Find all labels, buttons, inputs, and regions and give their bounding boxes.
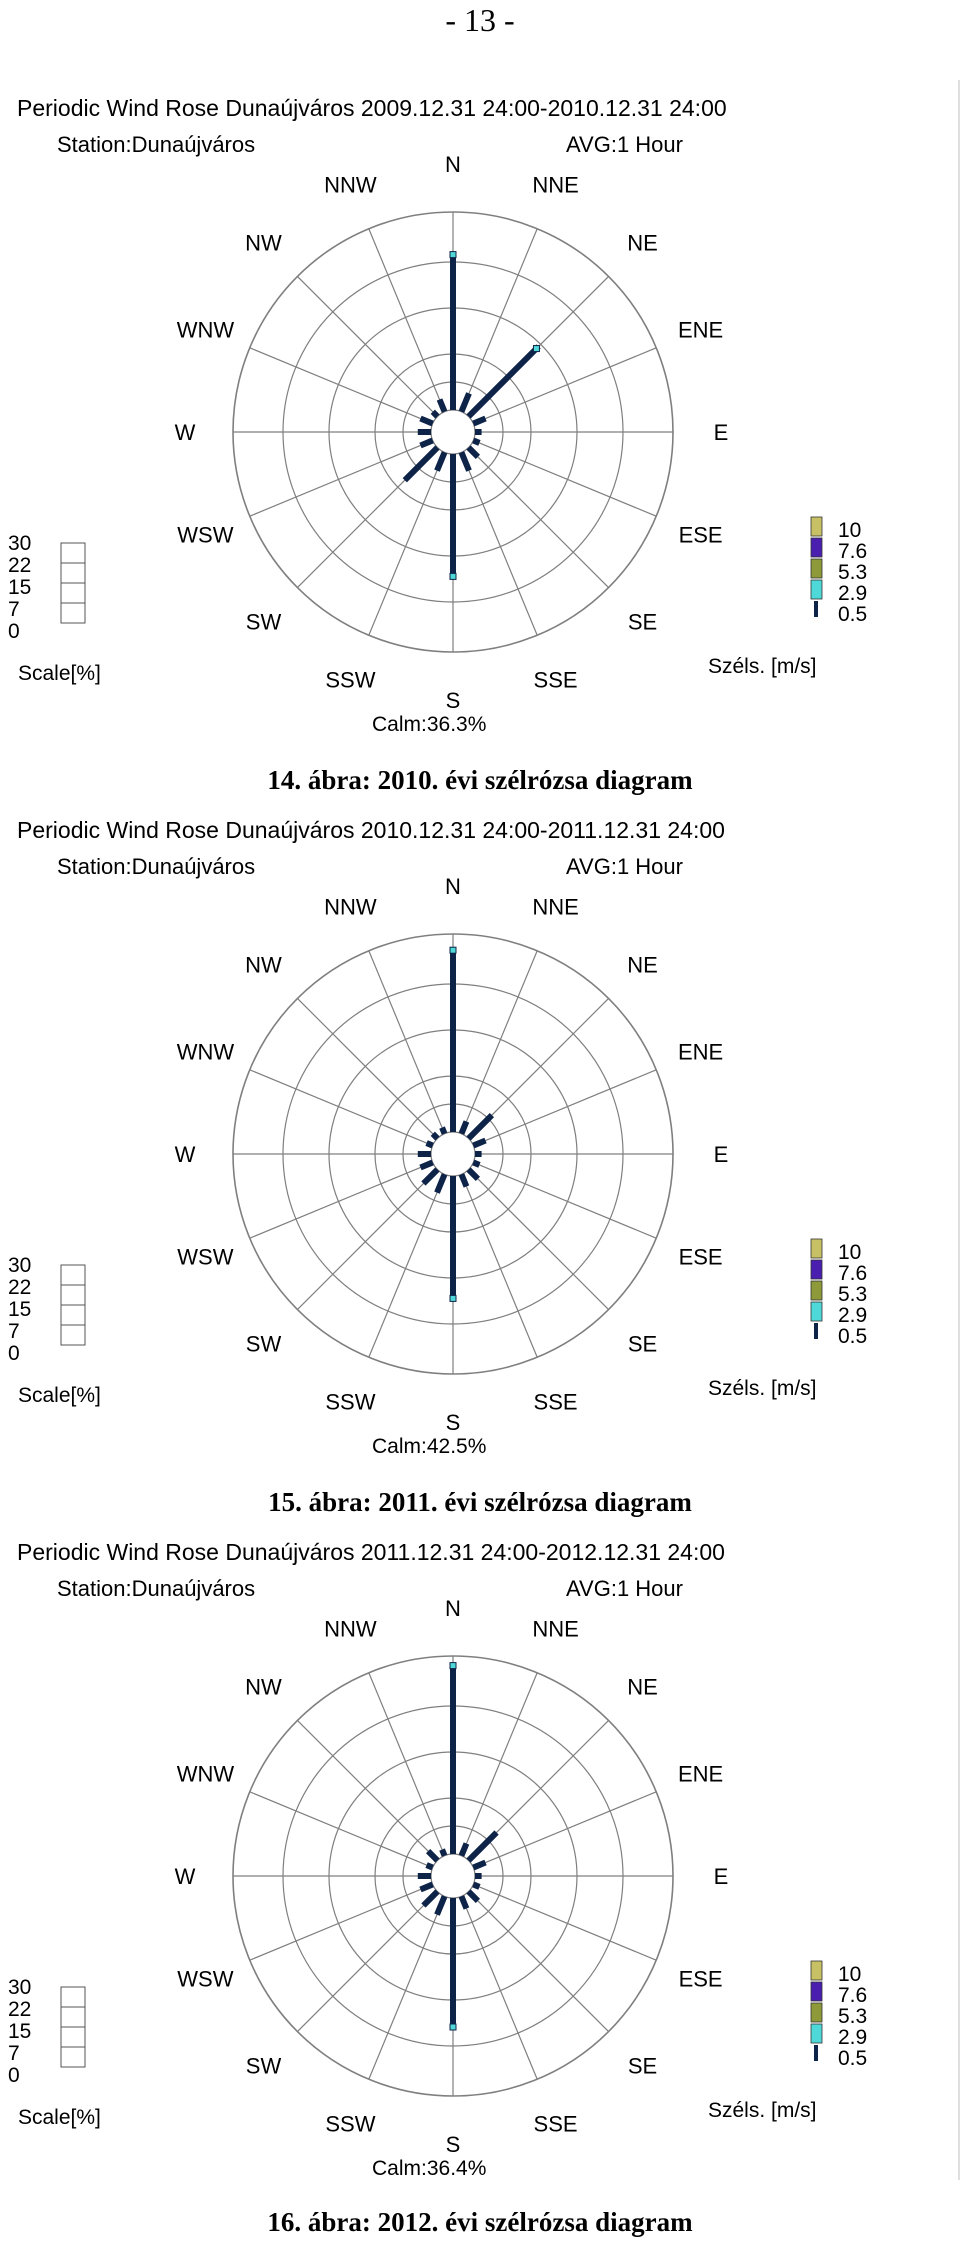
petal-sse [461,452,469,470]
direction-label-nnw: NNW [324,172,377,198]
figure-caption: 16. ábra: 2012. évi szélrózsa diagram [267,2207,693,2237]
petal-nnw [442,1128,445,1134]
direction-label-se: SE [627,609,658,635]
grid-spoke [250,1070,433,1146]
petal-wnw [427,1143,433,1146]
petal-ese [473,440,479,443]
speed-tick-label: 0.5 [838,1325,868,1348]
scale-tick-label: 15 [8,1298,32,1321]
scale-label: Scale[%] [18,1384,101,1407]
calm-label: Calm:36.3% [372,713,487,736]
direction-label-s: S [445,1410,461,1435]
speed-swatch [811,1302,822,1321]
speed-legend-label: Széls. [m/s] [708,1377,817,1400]
grid-spoke [469,1170,609,1310]
grid-ring [431,410,475,454]
grid-spoke [369,229,445,412]
direction-label-nnw: NNW [324,1616,377,1642]
speed-tick-label: 2.9 [838,2026,868,2049]
grid-spoke [473,1792,656,1868]
scale-tick-label: 22 [8,554,32,577]
direction-label-w: W [174,420,196,445]
petal-ene [473,419,485,424]
direction-label-ese: ESE [678,522,723,548]
speed-swatch [811,1982,822,2001]
grid-spoke [473,440,656,516]
scale-box [61,2047,85,2067]
wind-rose-svg [0,802,960,1462]
speed-tick-label: 10 [838,519,862,542]
direction-label-ssw: SSW [325,2111,376,2137]
direction-label-nw: NW [245,952,282,978]
speed-swatch [811,538,822,557]
station-label: Station:Dunaújváros [57,1576,256,1601]
station-label: Station:Dunaújváros [57,132,256,157]
speed-tick-label: 5.3 [838,561,868,584]
scale-label: Scale[%] [18,2106,101,2129]
petal-tip-ne [533,346,539,352]
scale-tick-label: 15 [8,2020,32,2043]
petal-tip-s [450,1295,456,1301]
petal-ne [469,1832,497,1860]
chart-title: Periodic Wind Rose Dunaújváros 2010.12.31 24:00-2011.12.31 24:00 [17,817,725,843]
petal-nne [461,1843,466,1855]
petal-ssw [437,1174,445,1192]
grid-spoke [369,1174,445,1357]
grid-spoke [250,1792,433,1868]
petal-nnw [442,1850,445,1856]
direction-label-s: S [445,688,461,713]
direction-label-se: SE [627,2053,658,2079]
grid-spoke [469,448,609,588]
direction-label-sse: SSE [533,1389,578,1415]
petal-sw [423,1892,437,1906]
direction-label-n: N [445,874,461,899]
scale-box [61,1325,85,1345]
petal-ese [473,1162,479,1165]
grid-spoke [461,1673,537,1856]
speed-swatch [811,1281,822,1300]
speed-swatch [811,1239,822,1258]
petal-nne [461,393,469,411]
speed-swatch [811,1961,822,1980]
petal-tip-s [450,2024,456,2030]
grid-spoke [469,1892,609,2032]
direction-label-wnw: WNW [176,1039,235,1065]
direction-label-ese: ESE [678,1244,723,1270]
grid-spoke [369,1896,445,2079]
avg-label: AVG:1 Hour [566,132,683,157]
direction-label-wsw: WSW [177,1244,234,1270]
scale-box [61,1305,85,1325]
petal-nne [461,1121,466,1133]
direction-label-wnw: WNW [176,1761,235,1787]
direction-label-ne: NE [627,952,658,978]
grid-spoke [461,1174,537,1357]
grid-spoke [461,951,537,1134]
direction-label-nne: NNE [532,894,579,920]
scale-tick-label: 22 [8,1276,32,1299]
scale-label: Scale[%] [18,662,101,685]
petal-ne [469,346,539,416]
petal-nnw [440,399,445,411]
grid-spoke [473,1884,656,1960]
wind-rose-chart-2010 [0,80,960,740]
grid-spoke [297,1170,437,1310]
station-label: Station:Dunaújváros [57,854,256,879]
scale-box [61,603,85,623]
petal-se [469,448,478,457]
speed-swatch-base [814,2045,818,2061]
speed-swatch-base [814,1323,818,1339]
direction-label-nne: NNE [532,1616,579,1642]
petal-se [469,1892,478,1901]
direction-label-wsw: WSW [177,1966,234,1992]
direction-label-ene: ENE [677,317,724,343]
scale-tick-label: 7 [8,2042,20,2065]
speed-swatch [811,2003,822,2022]
petal-wsw [420,1884,432,1889]
speed-swatch [811,1260,822,1279]
grid-spoke [473,1070,656,1146]
petal-tip-s [450,573,456,579]
scale-tick-label: 0 [8,1342,20,1365]
petal-ssw [437,1896,445,1914]
direction-label-ene: ENE [677,1761,724,1787]
scale-box [61,2007,85,2027]
petal-ese [473,1884,479,1887]
speed-swatch [811,2024,822,2043]
petal-wsw [420,1162,432,1167]
scale-tick-label: 7 [8,1320,20,1343]
petal-wnw [420,419,432,424]
direction-label-ese: ESE [678,1966,723,1992]
speed-swatch [811,559,822,578]
petal-nw [428,1851,437,1860]
direction-label-n: N [445,152,461,177]
speed-tick-label: 5.3 [838,2005,868,2028]
grid-ring [431,1854,475,1898]
petal-nw [433,412,438,417]
direction-label-sse: SSE [533,2111,578,2137]
grid-spoke [297,998,437,1138]
direction-label-nw: NW [245,1674,282,1700]
petal-tip-n [450,947,456,953]
direction-label-nnw: NNW [324,894,377,920]
direction-label-ene: ENE [677,1039,724,1065]
petal-wsw [420,440,432,445]
grid-spoke [461,1896,537,2079]
direction-label-w: W [174,1864,196,1889]
figure-caption: 14. ábra: 2010. évi szélrózsa diagram [267,765,693,795]
grid-spoke [250,1884,433,1960]
direction-label-wsw: WSW [177,522,234,548]
direction-label-nne: NNE [532,172,579,198]
direction-label-sw: SW [245,1331,282,1357]
scale-tick-label: 7 [8,598,20,621]
direction-label-nw: NW [245,230,282,256]
scale-tick-label: 15 [8,576,32,599]
scale-box [61,543,85,563]
speed-tick-label: 0.5 [838,603,868,626]
direction-label-w: W [174,1142,196,1167]
speed-legend-label: Széls. [m/s] [708,2099,817,2122]
scale-tick-label: 30 [8,532,32,555]
scale-box [61,583,85,603]
direction-label-ne: NE [627,1674,658,1700]
petal-sse [461,1174,466,1186]
speed-tick-label: 7.6 [838,540,868,563]
wind-rose-chart-2012 [0,1524,960,2184]
speed-swatch [811,517,822,536]
chart-title: Periodic Wind Rose Dunaújváros 2009.12.31 24:00-2010.12.31 24:00 [17,95,727,121]
petal-nw [433,1134,438,1139]
speed-tick-label: 0.5 [838,2047,868,2070]
grid-spoke [250,348,433,424]
scale-tick-label: 30 [8,1254,32,1277]
direction-label-sse: SSE [533,667,578,693]
calm-label: Calm:42.5% [372,1435,487,1458]
speed-tick-label: 10 [838,1241,862,1264]
grid-spoke [297,276,437,416]
scale-tick-label: 0 [8,2064,20,2087]
direction-label-e: E [713,420,729,445]
avg-label: AVG:1 Hour [566,854,683,879]
direction-label-wnw: WNW [176,317,235,343]
scale-box [61,1987,85,2007]
speed-swatch-base [814,601,818,617]
grid-ring [431,1132,475,1176]
speed-tick-label: 2.9 [838,582,868,605]
speed-tick-label: 2.9 [838,1304,868,1327]
petal-sse [461,1896,466,1908]
direction-label-ssw: SSW [325,667,376,693]
direction-label-ne: NE [627,230,658,256]
grid-spoke [297,1892,437,2032]
page-number: - 13 - [445,2,515,38]
scale-box [61,1265,85,1285]
direction-label-e: E [713,1864,729,1889]
speed-tick-label: 5.3 [838,1283,868,1306]
speed-swatch [811,580,822,599]
petal-sw [405,448,438,481]
scale-box [61,2027,85,2047]
wind-rose-svg [0,1524,960,2184]
speed-tick-label: 7.6 [838,1262,868,1285]
direction-label-e: E [713,1142,729,1167]
grid-spoke [473,1162,656,1238]
chart-title: Periodic Wind Rose Dunaújváros 2011.12.31 24:00-2012.12.31 24:00 [17,1539,725,1565]
petal-ene [473,1141,485,1146]
speed-tick-label: 7.6 [838,1984,868,2007]
petal-se [469,1170,478,1179]
direction-label-sw: SW [245,2053,282,2079]
scale-tick-label: 30 [8,1976,32,1999]
calm-label: Calm:36.4% [372,2157,487,2180]
grid-spoke [297,1720,437,1860]
petal-wnw [427,1865,433,1868]
direction-label-sw: SW [245,609,282,635]
petal-tip-n [450,252,456,258]
direction-label-se: SE [627,1331,658,1357]
scale-box [61,1285,85,1305]
direction-label-n: N [445,1596,461,1621]
grid-spoke [369,951,445,1134]
petal-ne [469,1115,492,1138]
scale-tick-label: 22 [8,1998,32,2021]
petal-sw [423,1170,437,1184]
wind-rose-svg [0,80,960,740]
direction-label-ssw: SSW [325,1389,376,1415]
petal-ene [473,1863,485,1868]
grid-spoke [369,1673,445,1856]
speed-legend-label: Széls. [m/s] [708,655,817,678]
wind-rose-chart-2011 [0,802,960,1462]
scale-box [61,563,85,583]
speed-tick-label: 10 [838,1963,862,1986]
grid-spoke [461,452,537,635]
petal-ssw [437,452,445,470]
avg-label: AVG:1 Hour [566,1576,683,1601]
petal-tip-n [450,1663,456,1669]
direction-label-s: S [445,2132,461,2157]
grid-spoke [250,1162,433,1238]
figure-caption: 15. ábra: 2011. évi szélrózsa diagram [268,1487,692,1517]
scale-tick-label: 0 [8,620,20,643]
